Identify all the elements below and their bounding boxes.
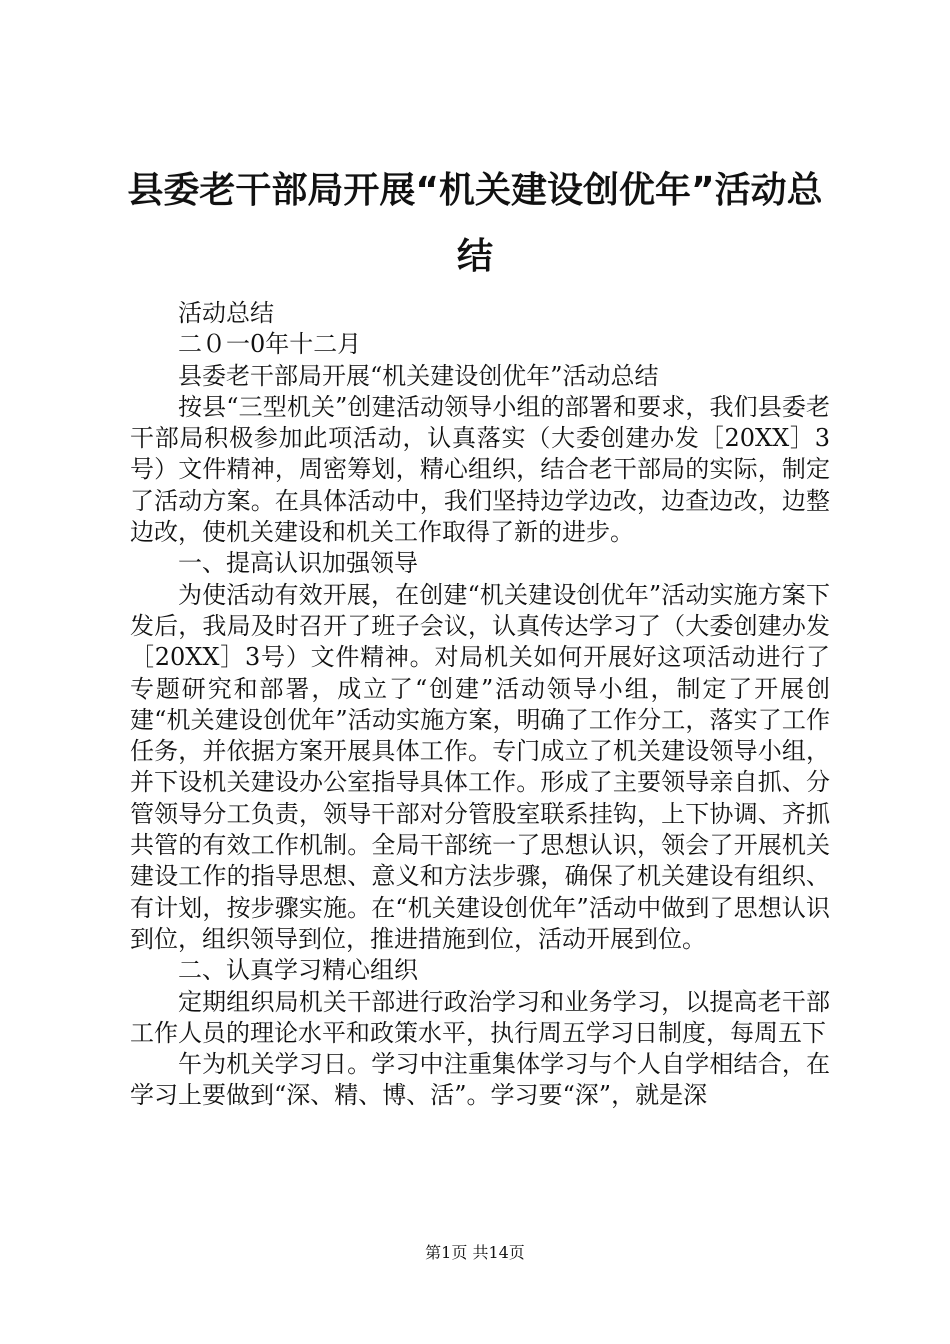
paragraph-label: 活动总结: [178, 299, 274, 327]
paragraph-section-2b: 午为机关学习日。学习中注重集体学习与个人自学相结合，在学习上要做到“深、精、博、活”。学习要“深”，就是深: [130, 1050, 830, 1110]
document-body: [130, 298, 830, 1112]
paragraph-section-1: 为使活动有效开展，在创建“机关建设创优年”活动实施方案下发后，我局及时召开了班子会议，认真传达学习了（大委创建办发［20XX］3号）文件精神。对局机关如何开展好这项活动进行了专题研究和部署，成立了“创建”活动领导小组，制定了开展创建“机关建设创优年”活动实施方案，明确了工作分工，落实了工作任务，并依据方案开展具体工作。专门成立了机关建设领导小组，并下设机关建设办公室指导具体工作。形成了主要领导亲自抓、分管领导分工负责，领导干部对分管股室联系挂钩，上下协调、齐抓共管的有效工作机制。全局干部统一了思想认识，领会了开展机关建设工作的指导思想、意义和方法步骤，确保了机关建设有组织、有计划，按步骤实施。在“机关建设创优年”活动中做到了思想认识到位，组织领导到位，推进措施到位，活动开展到位。: [130, 580, 830, 953]
document-title: 县委老干部局开展“机关建设创优年”活动总结: [127, 170, 823, 277]
paragraph-date: 二０一0年十二月: [178, 330, 362, 359]
paragraph-intro: 按县“三型机关”创建活动领导小组的部署和要求，我们县委老干部局积极参加此项活动，认真落实（大委创建办发［20XX］3号）文件精神，周密筹划，精心组织，结合老干部局的实际，制定了活动方案。在具体活动中，我们坚持边学边改，边查边改，边整边改，使机关建设和机关工作取得了新的进步。: [130, 392, 830, 547]
page-footer: 第1页 共14页: [425, 1243, 525, 1262]
section-heading-1: 一、提高认识加强领导: [178, 549, 418, 578]
section-heading-2: 二、认真学习精心组织: [178, 956, 418, 985]
paragraph-section-2a: 定期组织局机关干部进行政治学习和业务学习，以提高老干部工作人员的理论水平和政策水平，执行周五学习日制度，每周五下: [130, 987, 830, 1047]
paragraph-subtitle: 县委老干部局开展“机关建设创优年”活动总结: [178, 361, 659, 390]
